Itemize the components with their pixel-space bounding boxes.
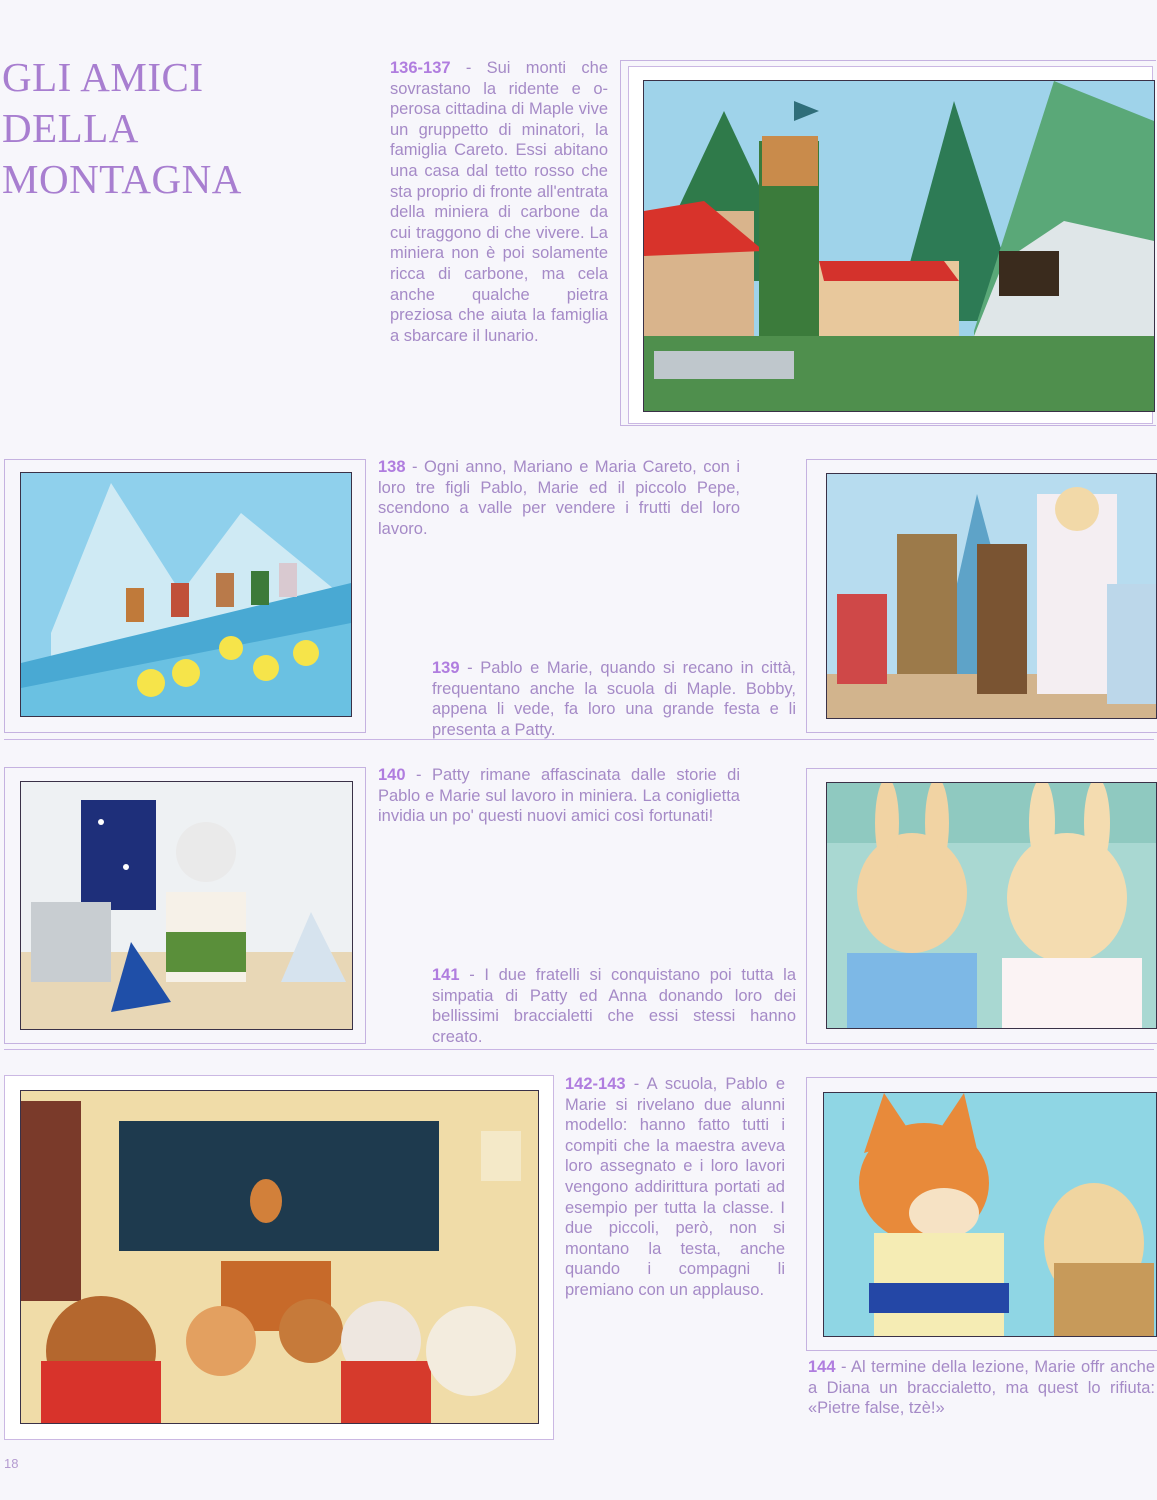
title-line-2: DELLA xyxy=(2,105,139,151)
caption-139 xyxy=(432,658,796,740)
caption-text: - Sui monti che sovrastano la ridente e operosa cittadina di Maple vive un gruppetto di minatori, la famiglia Careto. Essi abitano una casa dal tetto rosso che sta proprio di fronte all'entrata della miniera di carbone da cui traggono di che vivere. La miniera non è poi solamente ricca di carbone, ma cela anche qualche pietra preziosa che aiuta la famiglia a sbarcare il lunario. xyxy=(390,59,608,345)
caption-text: - A scuola, Pablo e Marie si rivelano due alunni modello: hanno fatto tutti i compiti che la maestra aveva loro assegnato e i loro lavori vengono addirittura portati ad esempio per tutta la classe. I due piccoli, però, non si montano la testa, anche quando i compagni li premiano con un applauso. xyxy=(565,1075,785,1299)
caption-number: 144 xyxy=(808,1358,836,1376)
illustration-140 xyxy=(20,781,353,1030)
page-number: 18 xyxy=(4,1456,19,1471)
caption-number: 141 xyxy=(432,966,460,984)
illustration-142-143 xyxy=(20,1090,539,1424)
caption-136-137 xyxy=(390,58,608,346)
caption-141 xyxy=(432,965,796,1047)
caption-140 xyxy=(378,765,740,827)
title-line-3: MONTAGNA xyxy=(2,156,242,202)
illustration-138 xyxy=(20,472,352,717)
caption-text: - Patty rimane affascinata dalle storie di Pablo e Marie sul lavoro in miniera. La coniglietta invidia un po' questi nuovi amici così fortunati! xyxy=(378,766,740,826)
title-line-1: GLI AMICI xyxy=(2,54,204,100)
illustration-139 xyxy=(826,473,1157,719)
illustration-144 xyxy=(823,1092,1157,1337)
caption-number: 142-143 xyxy=(565,1075,626,1093)
caption-number: 139 xyxy=(432,659,460,677)
page-title xyxy=(2,52,262,205)
illustration-136-137 xyxy=(643,80,1155,412)
caption-text: - I due fratelli si conquistano poi tutta la simpatia di Patty ed Anna donando loro dei bellissimi braccialetti che essi stessi hanno creato. xyxy=(432,966,796,1046)
caption-142-143 xyxy=(565,1074,785,1301)
divider-line xyxy=(4,739,1154,740)
caption-text: - Ogni anno, Mariano e Maria Careto, con i loro tre figli Pablo, Marie ed il piccolo Pepe, scendono a valle per vendere i frutti del loro lavoro. xyxy=(378,458,740,538)
caption-144 xyxy=(808,1357,1155,1419)
caption-number: 138 xyxy=(378,458,406,476)
illustration-141 xyxy=(826,782,1157,1029)
caption-138 xyxy=(378,457,740,539)
caption-number: 136-137 xyxy=(390,59,451,77)
divider-line xyxy=(4,1049,1154,1050)
caption-number: 140 xyxy=(378,766,406,784)
caption-text: - Pablo e Marie, quando si recano in città, frequentano anche la scuola di Maple. Bobby, appena li vede, fa loro una grande festa e li presenta a Patty. xyxy=(432,659,796,739)
caption-text: - Al termine della lezione, Marie offr anche a Diana un braccialetto, ma quest lo rifiuta: «Pietre false, tzè!» xyxy=(808,1358,1155,1418)
